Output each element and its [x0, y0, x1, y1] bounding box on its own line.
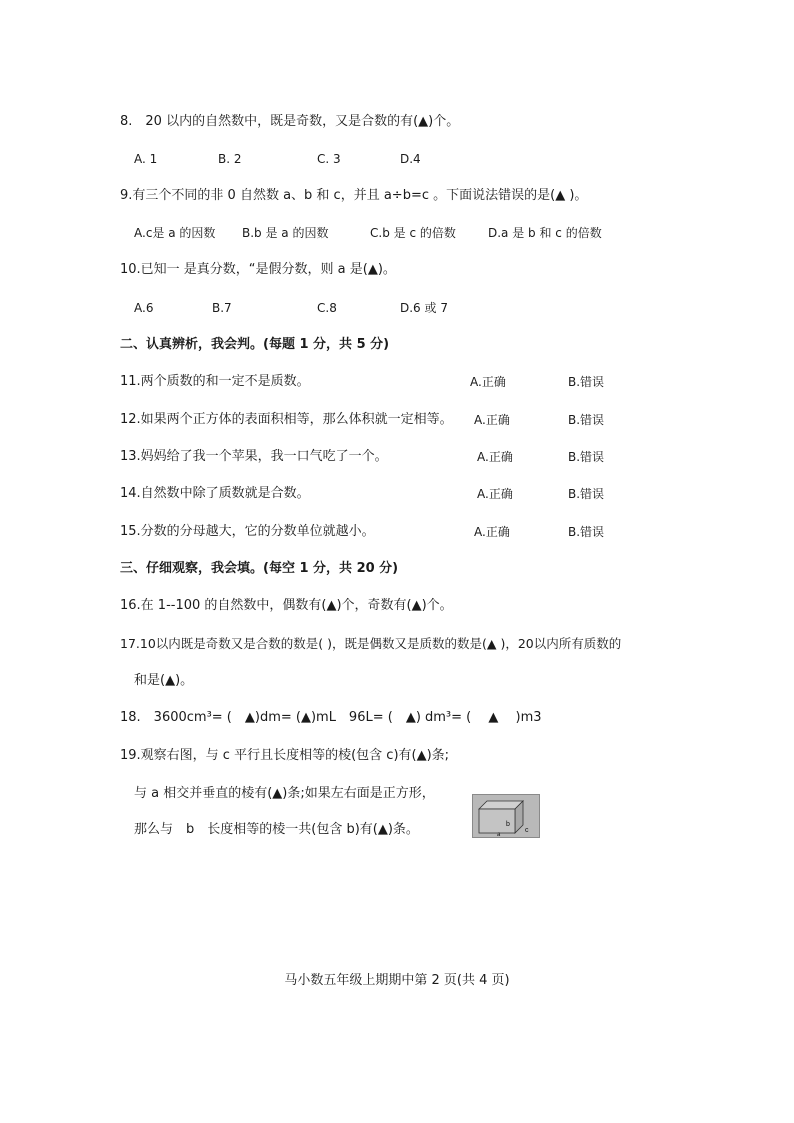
q8-option-a: A. 1 [134, 152, 158, 166]
q8-option-d: D.4 [400, 152, 421, 166]
q9-option-a: A.c是 a 的因数 [134, 226, 216, 240]
q10-option-b: B.7 [212, 301, 232, 315]
q12-option-b: B.错误 [568, 413, 605, 427]
question-9: 9.有三个不同的非 0 自然数 a、b 和 c，并且 a÷b=c 。下面说法错误的是(▲ )。 [120, 188, 588, 203]
q14-option-b: B.错误 [568, 487, 605, 501]
q11-option-b: B.错误 [568, 375, 605, 389]
q15-option-a: A.正确 [474, 525, 510, 539]
question-12: 12.如果两个正方体的表面积相等，那么体积就一定相等。 [120, 412, 453, 427]
q10-option-a: A.6 [134, 301, 154, 315]
label-b: b [506, 821, 510, 828]
question-8: 8. 20 以内的自然数中，既是奇数，又是合数的有(▲)个。 [120, 114, 460, 129]
question-13: 13.妈妈给了我一个苹果，我一口气吃了一个。 [120, 449, 388, 464]
q13-option-a: A.正确 [477, 450, 513, 464]
q9-option-d: D.a 是 b 和 c 的倍数 [488, 226, 602, 240]
question-19-line-1: 19.观察右图，与 c 平行且长度相等的棱(包含 c)有(▲)条; [120, 748, 450, 763]
question-15: 15.分数的分母越大，它的分数单位就越小。 [120, 524, 375, 539]
q15-option-b: B.错误 [568, 525, 605, 539]
q14-option-a: A.正确 [477, 487, 513, 501]
question-18: 18. 3600cm³= ( ▲)dm= (▲)mL 96L= ( ▲) dm³= ( ▲ )m3 [120, 710, 542, 725]
q8-option-c: C. 3 [317, 152, 341, 166]
cuboid-figure [472, 794, 540, 838]
q9-option-c: C.b 是 c 的倍数 [370, 226, 456, 240]
q8-option-b: B. 2 [218, 152, 242, 166]
question-16: 16.在 1--100 的自然数中，偶数有(▲)个，奇数有(▲)个。 [120, 598, 453, 613]
question-11: 11.两个质数的和一定不是质数。 [120, 374, 310, 389]
q12-option-a: A.正确 [474, 413, 510, 427]
label-c: c [525, 827, 529, 834]
q13-option-b: B.错误 [568, 450, 605, 464]
question-17-line-2: 和是(▲)。 [134, 673, 194, 688]
section-2-heading: 二、认真辨析，我会判。(每题 1 分，共 5 分) [120, 337, 390, 352]
question-19-line-2: 与 a 相交并垂直的棱有(▲)条;如果左右面是正方形， [134, 786, 435, 801]
q11-option-a: A.正确 [470, 375, 506, 389]
section-3-heading: 三、仔细观察，我会填。(每空 1 分，共 20 分) [120, 561, 399, 576]
question-14: 14.自然数中除了质数就是合数。 [120, 486, 310, 501]
page-footer: 马小数五年级上期期中第 2 页(共 4 页) [284, 973, 510, 988]
cuboid-drawing [473, 795, 539, 837]
question-19-line-3: 那么与 b 长度相等的棱一共(包含 b)有(▲)条。 [134, 822, 419, 837]
question-17-line-1: 17.10以内既是奇数又是合数的数是( )，既是偶数又是质数的数是(▲ )，20以内所有质数的 [120, 636, 622, 651]
q10-option-c: C.8 [317, 301, 337, 315]
q9-option-b: B.b 是 a 的因数 [242, 226, 329, 240]
question-10: 10.已知一 是真分数，“是假分数，则 a 是(▲)。 [120, 262, 396, 277]
label-a: a [497, 832, 501, 837]
q10-option-d: D.6 或 7 [400, 301, 448, 315]
